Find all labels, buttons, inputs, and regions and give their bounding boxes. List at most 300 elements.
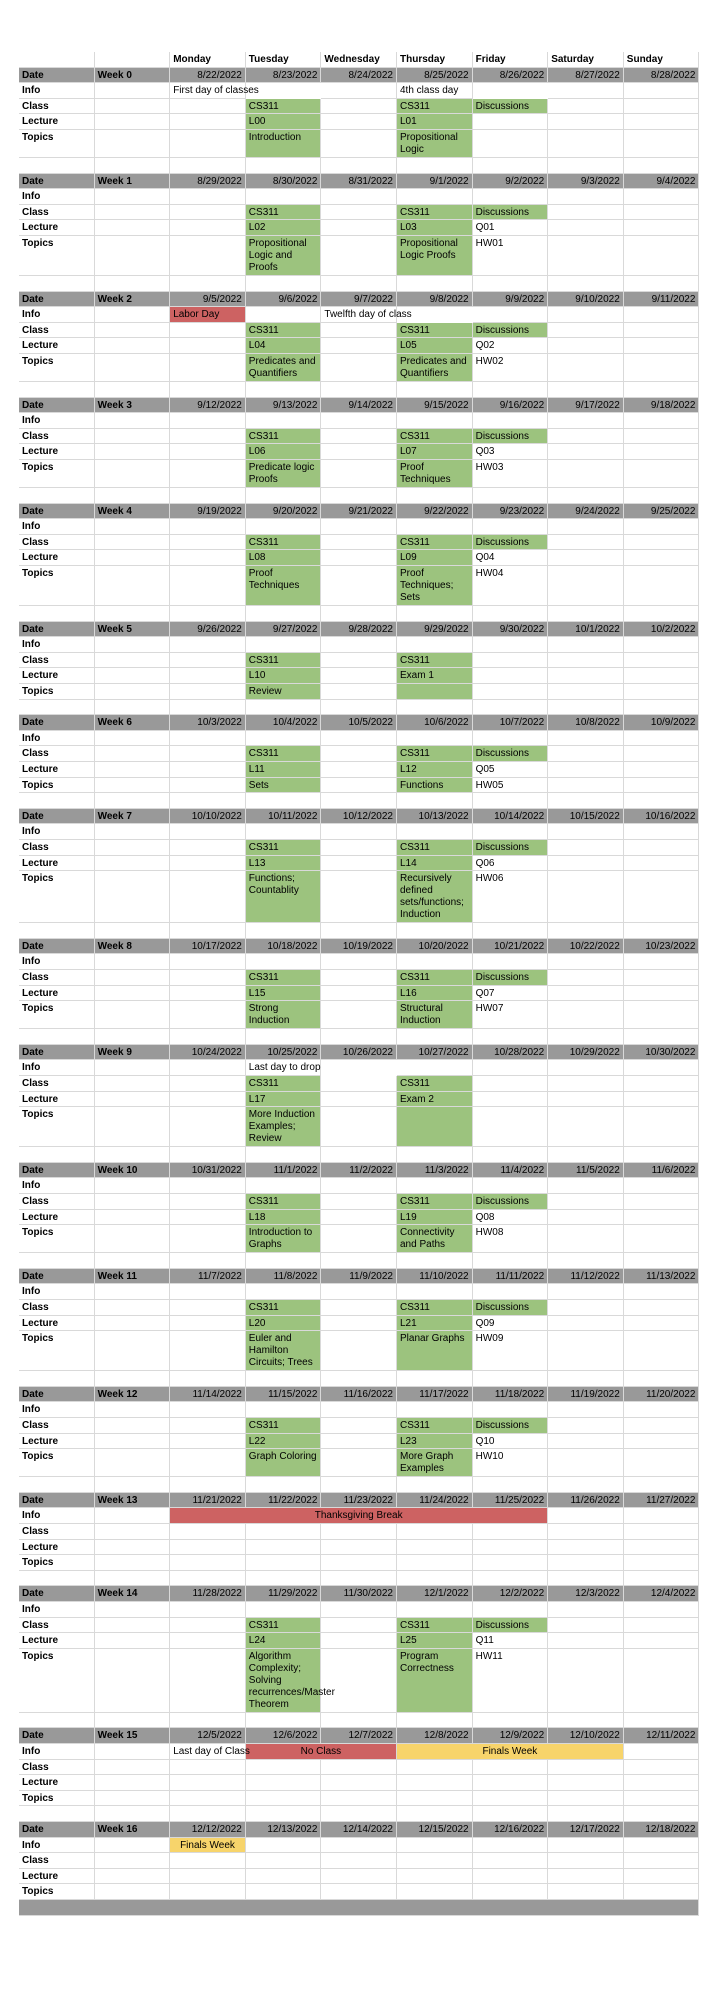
empty-cell	[548, 1060, 624, 1076]
empty-cell	[246, 276, 322, 292]
empty-cell	[548, 444, 624, 460]
empty-cell	[19, 1806, 95, 1822]
empty-cell	[548, 762, 624, 778]
info-note: Twelfth day of class	[321, 307, 397, 323]
empty-cell	[397, 413, 473, 429]
lecture-entry: Q06	[473, 856, 549, 872]
class-entry: CS311	[246, 653, 322, 669]
empty-cell	[19, 1477, 95, 1493]
date-cell: 11/29/2022	[246, 1586, 322, 1602]
empty-cell	[321, 1477, 397, 1493]
empty-cell	[548, 354, 624, 382]
empty-cell	[624, 1316, 700, 1332]
empty-cell	[95, 1618, 171, 1634]
empty-cell	[321, 653, 397, 669]
class-entry: CS311	[246, 970, 322, 986]
empty-cell	[624, 1618, 700, 1634]
info-label: Info	[19, 83, 95, 99]
empty-cell	[95, 236, 171, 276]
topics-entry: Program Correctness	[397, 1649, 473, 1713]
empty-cell	[95, 762, 171, 778]
week-name: Week 8	[95, 939, 171, 955]
empty-cell	[624, 1434, 700, 1450]
empty-cell	[548, 488, 624, 504]
empty-cell	[95, 519, 171, 535]
empty-cell	[624, 1508, 700, 1524]
empty-cell	[170, 746, 246, 762]
date-cell: 10/16/2022	[624, 809, 700, 825]
empty-cell	[95, 1744, 171, 1760]
date-label: Date	[19, 622, 95, 638]
empty-cell	[548, 1253, 624, 1269]
date-cell: 10/23/2022	[624, 939, 700, 955]
empty-cell	[473, 1147, 549, 1163]
empty-cell	[624, 840, 700, 856]
empty-cell	[19, 700, 95, 716]
empty-cell	[321, 856, 397, 872]
empty-cell	[624, 1524, 700, 1540]
empty-cell	[321, 1253, 397, 1269]
empty-cell	[548, 1633, 624, 1649]
topics-entry: HW03	[473, 460, 549, 488]
date-cell: 11/1/2022	[246, 1163, 322, 1179]
empty-cell	[624, 1107, 700, 1147]
empty-cell	[95, 1540, 171, 1556]
date-cell: 11/16/2022	[321, 1387, 397, 1403]
class-entry: CS311	[246, 99, 322, 115]
empty-cell	[95, 413, 171, 429]
empty-cell	[548, 1107, 624, 1147]
empty-cell	[473, 668, 549, 684]
info-label: Info	[19, 1508, 95, 1524]
empty-cell	[473, 1884, 549, 1900]
empty-cell	[321, 1402, 397, 1418]
empty-cell	[321, 382, 397, 398]
empty-cell	[170, 535, 246, 551]
empty-cell	[321, 1371, 397, 1387]
empty-cell	[397, 1371, 473, 1387]
class-label: Class	[19, 535, 95, 551]
empty-cell	[321, 923, 397, 939]
topics-label: Topics	[19, 566, 95, 606]
empty-cell	[170, 1760, 246, 1776]
info-label: Info	[19, 1838, 95, 1854]
empty-cell	[95, 429, 171, 445]
empty-cell	[95, 354, 171, 382]
date-cell: 12/11/2022	[624, 1728, 700, 1744]
empty-cell	[548, 189, 624, 205]
empty-cell	[624, 1210, 700, 1226]
empty-cell	[548, 307, 624, 323]
empty-cell	[624, 429, 700, 445]
empty-cell	[624, 1060, 700, 1076]
date-cell: 8/28/2022	[624, 68, 700, 84]
topics-entry: More Graph Examples	[397, 1449, 473, 1477]
empty-cell	[397, 1571, 473, 1587]
empty-cell	[170, 700, 246, 716]
empty-cell	[170, 205, 246, 221]
empty-cell	[170, 856, 246, 872]
empty-cell	[624, 205, 700, 221]
class-entry: CS311	[397, 1194, 473, 1210]
empty-cell	[548, 323, 624, 339]
empty-cell	[321, 1760, 397, 1776]
empty-cell	[548, 1147, 624, 1163]
empty-cell	[548, 1300, 624, 1316]
empty-cell	[95, 1300, 171, 1316]
week-name: Week 16	[95, 1822, 171, 1838]
info-label: Info	[19, 519, 95, 535]
empty-cell	[624, 923, 700, 939]
empty-cell	[95, 382, 171, 398]
empty-cell	[321, 824, 397, 840]
empty-cell	[473, 1178, 549, 1194]
empty-cell	[548, 1331, 624, 1371]
info-label: Info	[19, 1060, 95, 1076]
date-cell: 10/8/2022	[548, 715, 624, 731]
lecture-label: Lecture	[19, 444, 95, 460]
info-note: Last day of Class	[170, 1744, 246, 1760]
empty-cell	[397, 1853, 473, 1869]
empty-cell	[548, 1618, 624, 1634]
empty-cell	[95, 307, 171, 323]
empty-cell	[624, 1418, 700, 1434]
info-label: Info	[19, 189, 95, 205]
empty-cell	[170, 923, 246, 939]
empty-cell	[170, 1402, 246, 1418]
topics-entry: Proof Techniques; Sets	[397, 566, 473, 606]
empty-cell	[548, 606, 624, 622]
empty-cell	[170, 1869, 246, 1885]
empty-cell	[473, 637, 549, 653]
empty-cell	[548, 550, 624, 566]
date-cell: 12/16/2022	[473, 1822, 549, 1838]
empty-cell	[624, 1602, 700, 1618]
date-cell: 11/23/2022	[321, 1493, 397, 1509]
class-entry: CS311	[397, 746, 473, 762]
empty-cell	[624, 731, 700, 747]
lecture-entry: L11	[246, 762, 322, 778]
empty-cell	[548, 1853, 624, 1869]
date-cell: 8/29/2022	[170, 174, 246, 190]
empty-cell	[95, 1791, 171, 1807]
date-cell: 10/18/2022	[246, 939, 322, 955]
empty-cell	[473, 606, 549, 622]
empty-cell	[321, 731, 397, 747]
date-cell: 12/1/2022	[397, 1586, 473, 1602]
empty-cell	[624, 114, 700, 130]
empty-cell	[624, 1147, 700, 1163]
empty-cell	[170, 1418, 246, 1434]
empty-cell	[624, 382, 700, 398]
empty-cell	[95, 550, 171, 566]
date-label: Date	[19, 1387, 95, 1403]
empty-cell	[246, 637, 322, 653]
topics-entry: HW02	[473, 354, 549, 382]
empty-cell	[624, 762, 700, 778]
empty-cell	[321, 1884, 397, 1900]
empty-cell	[321, 1571, 397, 1587]
empty-cell	[624, 1806, 700, 1822]
empty-cell	[170, 1713, 246, 1729]
empty-cell	[624, 1402, 700, 1418]
empty-cell	[473, 1402, 549, 1418]
empty-cell	[624, 824, 700, 840]
empty-cell	[624, 323, 700, 339]
topics-entry: HW09	[473, 1331, 549, 1371]
empty-cell	[321, 840, 397, 856]
empty-cell	[95, 1434, 171, 1450]
lecture-entry: L01	[397, 114, 473, 130]
date-cell: 10/30/2022	[624, 1045, 700, 1061]
lecture-entry: L22	[246, 1434, 322, 1450]
topics-label: Topics	[19, 871, 95, 923]
date-cell: 10/22/2022	[548, 939, 624, 955]
empty-cell	[548, 653, 624, 669]
date-cell: 8/25/2022	[397, 68, 473, 84]
date-cell: 8/23/2022	[246, 68, 322, 84]
empty-cell	[19, 488, 95, 504]
date-cell: 9/22/2022	[397, 504, 473, 520]
day-header-sunday: Sunday	[624, 52, 700, 68]
lecture-entry: L14	[397, 856, 473, 872]
empty-cell	[548, 746, 624, 762]
empty-cell	[170, 1060, 246, 1076]
empty-cell	[397, 519, 473, 535]
empty-cell	[548, 1540, 624, 1556]
empty-cell	[321, 413, 397, 429]
date-cell: 10/21/2022	[473, 939, 549, 955]
empty-cell	[95, 1884, 171, 1900]
topics-entry: Review	[246, 684, 322, 700]
empty-cell	[397, 1147, 473, 1163]
date-cell: 11/15/2022	[246, 1387, 322, 1403]
empty-cell	[246, 1713, 322, 1729]
date-cell: 11/8/2022	[246, 1269, 322, 1285]
date-cell: 11/7/2022	[170, 1269, 246, 1285]
date-cell: 9/4/2022	[624, 174, 700, 190]
topics-entry: Propositional Logic and Proofs	[246, 236, 322, 276]
empty-cell	[548, 130, 624, 158]
lecture-entry: L18	[246, 1210, 322, 1226]
empty-cell	[473, 700, 549, 716]
empty-cell	[397, 1060, 473, 1076]
empty-cell	[473, 1284, 549, 1300]
empty-cell	[95, 189, 171, 205]
empty-cell	[95, 1418, 171, 1434]
date-cell: 10/7/2022	[473, 715, 549, 731]
topics-entry: More Induction Examples; Review	[246, 1107, 322, 1147]
class-label: Class	[19, 99, 95, 115]
date-label: Date	[19, 1045, 95, 1061]
empty-cell	[170, 158, 246, 174]
empty-cell	[170, 130, 246, 158]
empty-cell	[397, 276, 473, 292]
week-name: Week 10	[95, 1163, 171, 1179]
empty-cell	[95, 1001, 171, 1029]
empty-cell	[473, 1524, 549, 1540]
empty-cell	[397, 606, 473, 622]
empty-cell	[321, 1555, 397, 1571]
empty-cell	[321, 158, 397, 174]
empty-cell	[95, 700, 171, 716]
week-name: Week 5	[95, 622, 171, 638]
empty-cell	[624, 1649, 700, 1713]
date-cell: 11/13/2022	[624, 1269, 700, 1285]
empty-cell	[246, 700, 322, 716]
empty-cell	[170, 1540, 246, 1556]
empty-cell	[170, 637, 246, 653]
empty-cell	[246, 1371, 322, 1387]
empty-cell	[19, 1029, 95, 1045]
empty-cell	[548, 1225, 624, 1253]
class-entry: CS311	[397, 1618, 473, 1634]
empty-cell	[397, 382, 473, 398]
class-label: Class	[19, 323, 95, 339]
empty-cell	[548, 1524, 624, 1540]
empty-cell	[624, 856, 700, 872]
empty-cell	[624, 307, 700, 323]
topics-entry: Introduction	[246, 130, 322, 158]
empty-cell	[170, 1806, 246, 1822]
empty-cell	[548, 778, 624, 794]
empty-cell	[473, 653, 549, 669]
date-cell: 9/14/2022	[321, 398, 397, 414]
empty-cell	[473, 1869, 549, 1885]
lecture-entry: L05	[397, 338, 473, 354]
empty-cell	[624, 158, 700, 174]
class-label: Class	[19, 1418, 95, 1434]
empty-cell	[95, 1147, 171, 1163]
empty-cell	[624, 1791, 700, 1807]
empty-cell	[473, 684, 549, 700]
date-cell: 10/1/2022	[548, 622, 624, 638]
day-header-saturday: Saturday	[548, 52, 624, 68]
empty-cell	[473, 382, 549, 398]
date-cell: 11/5/2022	[548, 1163, 624, 1179]
lecture-entry: Exam 1	[397, 668, 473, 684]
class-entry: CS311	[397, 970, 473, 986]
empty-cell	[473, 1540, 549, 1556]
empty-cell	[624, 220, 700, 236]
empty-cell	[95, 99, 171, 115]
empty-cell	[473, 1029, 549, 1045]
date-cell: 11/3/2022	[397, 1163, 473, 1179]
empty-cell	[624, 954, 700, 970]
empty-cell	[95, 1760, 171, 1776]
empty-cell	[321, 114, 397, 130]
empty-cell	[246, 382, 322, 398]
empty-cell	[170, 1076, 246, 1092]
topics-label: Topics	[19, 1649, 95, 1713]
empty-cell	[95, 970, 171, 986]
date-cell: 9/5/2022	[170, 292, 246, 308]
empty-cell	[246, 731, 322, 747]
empty-cell	[170, 429, 246, 445]
empty-cell	[170, 1477, 246, 1493]
empty-cell	[95, 1508, 171, 1524]
empty-cell	[95, 130, 171, 158]
empty-cell	[397, 700, 473, 716]
day-header-friday: Friday	[473, 52, 549, 68]
empty-cell	[548, 1284, 624, 1300]
info-note: First day of classes	[170, 83, 246, 99]
week-name: Week 3	[95, 398, 171, 414]
lecture-label: Lecture	[19, 550, 95, 566]
class-label: Class	[19, 1194, 95, 1210]
lecture-label: Lecture	[19, 220, 95, 236]
date-cell: 11/21/2022	[170, 1493, 246, 1509]
empty-cell	[19, 793, 95, 809]
empty-cell	[170, 1633, 246, 1649]
empty-cell	[624, 606, 700, 622]
empty-cell	[397, 1555, 473, 1571]
empty-cell	[170, 1029, 246, 1045]
empty-cell	[473, 1571, 549, 1587]
date-label: Date	[19, 1822, 95, 1838]
date-cell: 11/30/2022	[321, 1586, 397, 1602]
empty-cell	[95, 746, 171, 762]
empty-cell	[321, 746, 397, 762]
empty-cell	[170, 114, 246, 130]
week-name: Week 12	[95, 1387, 171, 1403]
empty-cell	[246, 1853, 322, 1869]
info-label: Info	[19, 1602, 95, 1618]
empty-cell	[246, 1602, 322, 1618]
empty-cell	[170, 871, 246, 923]
empty-cell	[170, 382, 246, 398]
empty-cell	[170, 986, 246, 1002]
empty-cell	[624, 1449, 700, 1477]
class-label: Class	[19, 970, 95, 986]
lecture-entry: L20	[246, 1316, 322, 1332]
date-cell: 9/16/2022	[473, 398, 549, 414]
info-label: Info	[19, 1744, 95, 1760]
lecture-entry: L09	[397, 550, 473, 566]
empty-cell	[473, 307, 549, 323]
date-label: Date	[19, 1493, 95, 1509]
empty-cell	[473, 1477, 549, 1493]
empty-cell	[548, 1194, 624, 1210]
empty-cell	[321, 700, 397, 716]
empty-cell	[19, 1713, 95, 1729]
date-cell: 9/10/2022	[548, 292, 624, 308]
empty-cell	[624, 700, 700, 716]
empty-cell	[321, 276, 397, 292]
empty-cell	[170, 1331, 246, 1371]
class-entry: CS311	[397, 99, 473, 115]
empty-cell	[624, 566, 700, 606]
lecture-entry: L16	[397, 986, 473, 1002]
empty-cell	[473, 1107, 549, 1147]
empty-cell	[624, 1371, 700, 1387]
date-label: Date	[19, 398, 95, 414]
empty-cell	[321, 460, 397, 488]
topics-entry: HW04	[473, 566, 549, 606]
empty-cell	[397, 824, 473, 840]
empty-cell	[170, 1178, 246, 1194]
empty-cell	[95, 1853, 171, 1869]
empty-cell	[473, 824, 549, 840]
topics-label: Topics	[19, 684, 95, 700]
empty-cell	[246, 954, 322, 970]
empty-cell	[548, 1508, 624, 1524]
empty-cell	[473, 1806, 549, 1822]
empty-cell	[95, 668, 171, 684]
empty-cell	[170, 824, 246, 840]
empty-cell	[548, 970, 624, 986]
empty-cell	[473, 731, 549, 747]
